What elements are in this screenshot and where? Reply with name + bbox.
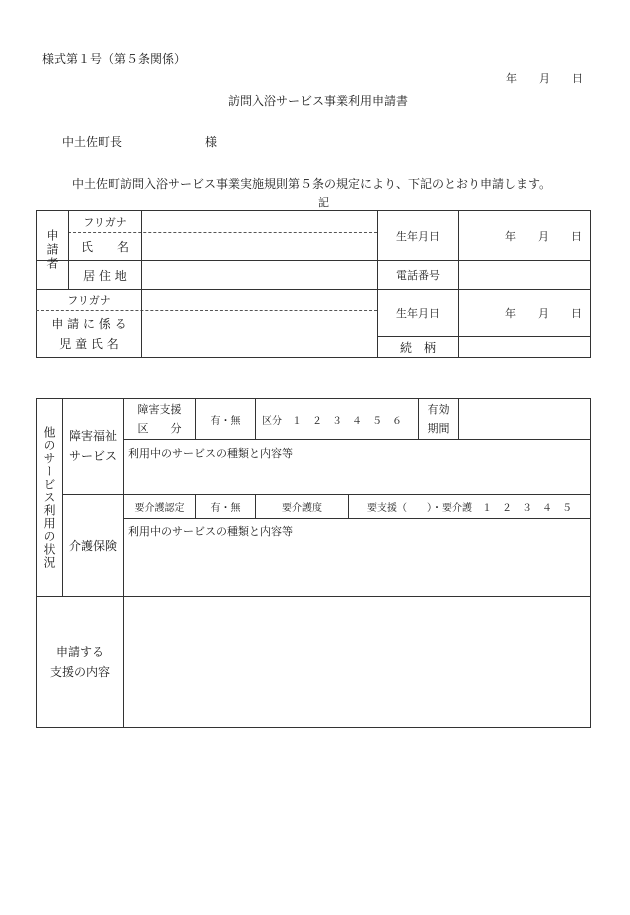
ki-label: 記 — [318, 196, 329, 209]
care-insurance-label: 介護保険 — [68, 539, 117, 553]
valid-period-label-line1: 有効 — [427, 403, 450, 416]
request-label-line2: 支援の内容 — [49, 664, 110, 679]
applicant-name-label: 氏 名 — [80, 240, 129, 254]
applicant-phone-label: 電話番号 — [396, 269, 440, 282]
child-name-label-line1: 申 請 に 係 る — [51, 316, 127, 331]
child-furigana-field[interactable] — [142, 290, 377, 310]
honorific: 様 — [205, 135, 218, 149]
applicant-furigana-field[interactable] — [142, 211, 377, 232]
child-name-label-line2: 児 童 氏 名 — [59, 336, 119, 351]
valid-period-label-line2: 期間 — [427, 422, 450, 435]
care-degree-label: 要介護度 — [282, 503, 322, 514]
support-class-label-line2: 区 分 — [137, 422, 182, 435]
applicant-furigana-label: フリガナ — [83, 215, 127, 229]
applicant-birthdate-value[interactable]: 年 月 日 — [505, 229, 582, 243]
care-detail-field[interactable] — [124, 540, 590, 596]
welfare-label-line2: サービス — [68, 448, 117, 463]
request-label-line1: 申請する — [55, 644, 104, 659]
form-number: 様式第１号（第５条関係） — [42, 52, 187, 66]
service-group-label: 他のサービス利用の状況 — [42, 426, 56, 569]
care-detail-label: 利用中のサービスの種類と内容等 — [128, 525, 293, 538]
applicant-name-field[interactable] — [142, 233, 377, 260]
care-level-options[interactable]: 要支援（ ）・要介護 １ ２ ３ ４ ５ — [367, 503, 572, 514]
applicant-birthdate-label: 生年月日 — [396, 229, 440, 243]
document-title: 訪問入浴サービス事業利用申請書 — [228, 94, 409, 108]
child-furigana-label: フリガナ — [67, 294, 111, 307]
welfare-detail-label: 利用中のサービスの種類と内容等 — [128, 447, 293, 460]
welfare-class-options[interactable]: 区分 １ ２ ３ ４ ５ ６ — [262, 415, 402, 427]
child-relation-label: 続 柄 — [399, 340, 436, 355]
child-relation-field[interactable] — [459, 337, 590, 357]
care-cert-label: 要介護認定 — [134, 503, 185, 514]
welfare-label-line1: 障害福祉 — [68, 428, 117, 443]
valid-period-field[interactable] — [459, 399, 590, 439]
intro-text: 中土佐町訪問入浴サービス事業実施規則第５条の規定により、下記のとおり申請します。 — [72, 177, 552, 191]
welfare-yes-no[interactable]: 有・無 — [210, 415, 241, 427]
child-birthdate-label: 生年月日 — [396, 307, 440, 320]
request-content-field[interactable] — [124, 597, 590, 727]
date-line: 年 月 日 — [506, 72, 583, 85]
applicant-address-label: 居 住 地 — [83, 268, 127, 283]
applicant-address-field[interactable] — [142, 261, 377, 289]
care-yes-no[interactable]: 有・無 — [210, 503, 241, 514]
child-birthdate-value[interactable]: 年 月 日 — [505, 307, 582, 320]
welfare-detail-field[interactable] — [124, 460, 590, 494]
child-name-field[interactable] — [142, 311, 377, 357]
applicant-phone-field[interactable] — [459, 261, 590, 289]
support-class-label-line1: 障害支援 — [137, 403, 182, 416]
applicant-group-label: 申請者 — [45, 229, 59, 271]
addressee: 中土佐町長 — [62, 135, 123, 149]
